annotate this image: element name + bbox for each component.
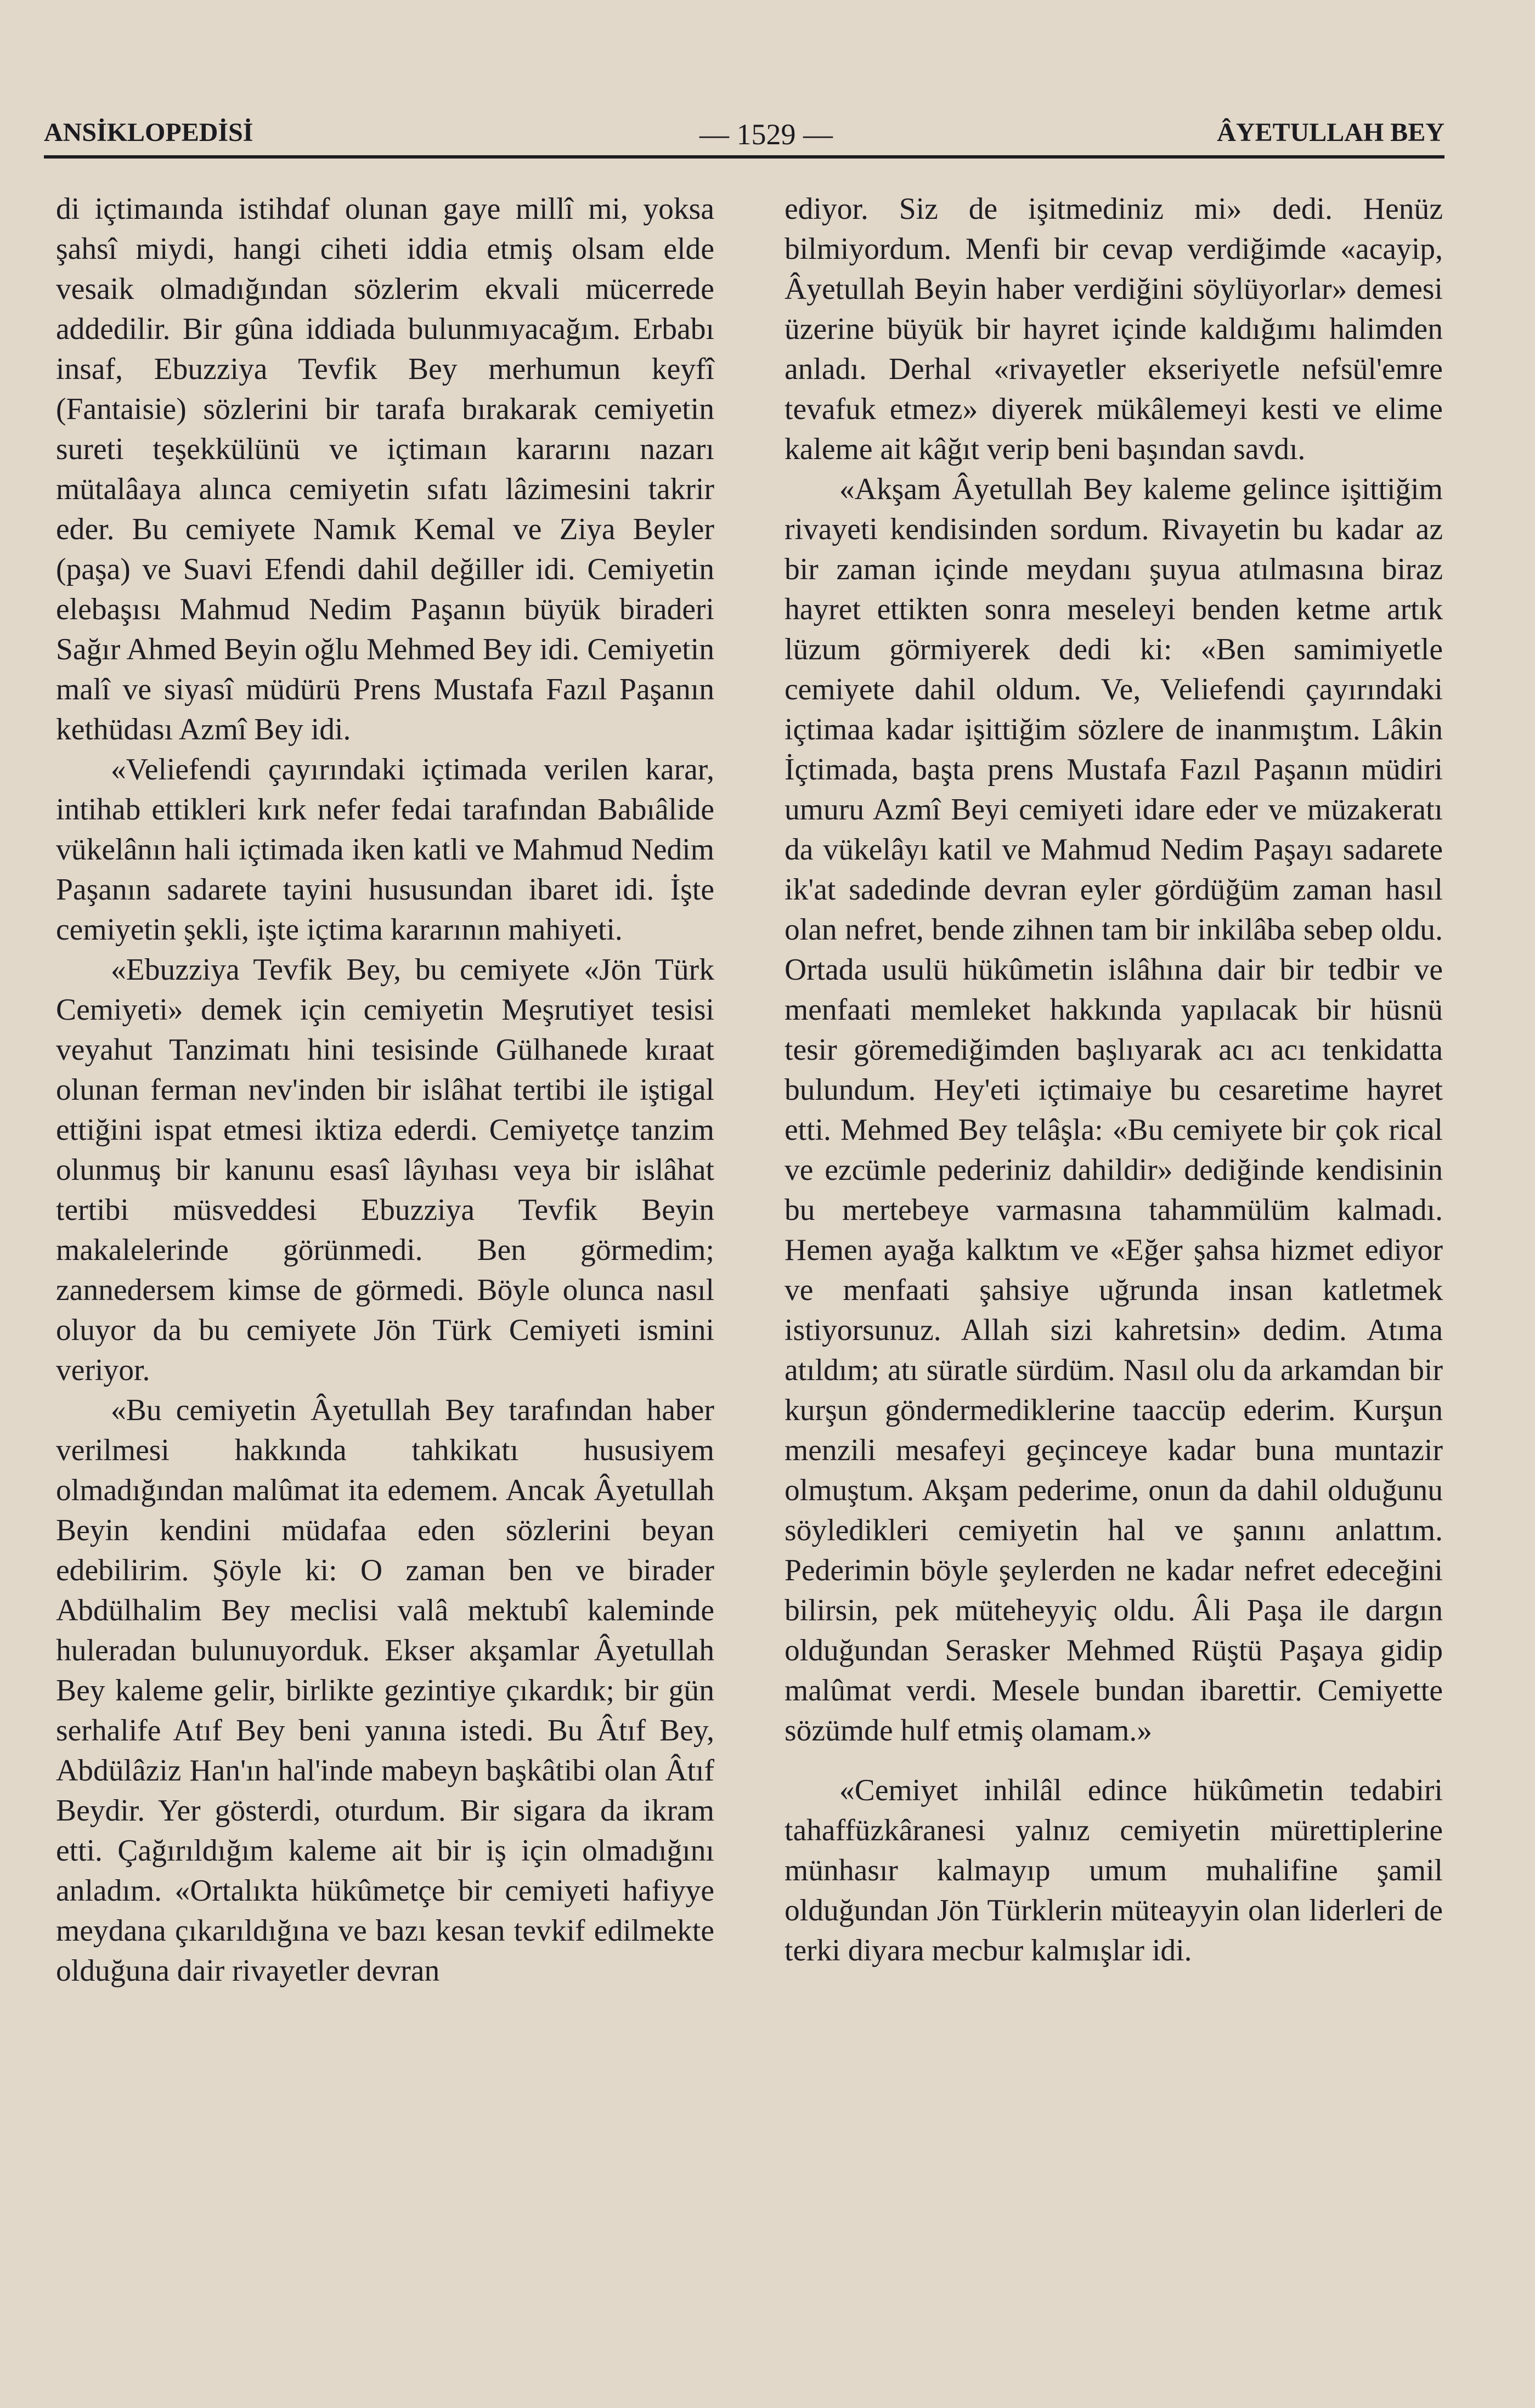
header-right-title: ÂYETULLAH BEY <box>1217 118 1444 147</box>
right-paragraph-1: ediyor. Siz de işitmediniz mi» dedi. Henüz bilmiyordum. Menfi bir cevap verdiğimde «acayip, Âyetullah Beyin haber verdiğini söylüyorlar» demesi üzerine büyük bir hayret içinde kaldığımı halimden anladı. Derhal «rivayetler ekseriyetle nefsül'emre tevafuk etmez» diyerek mükâlemeyi kesti ve elime kaleme ait kâğıt verip beni başından savdı. <box>785 192 1443 466</box>
header-left-title: ANSİKLOPEDİSİ <box>44 118 253 147</box>
left-column <box>56 189 714 1991</box>
right-paragraph-2: «Akşam Âyetullah Bey kaleme gelince işittiğim rivayeti kendisinden sordum. Rivayetin bu kadar az bir zaman içinde meydanı şuyua atılmasına biraz hayret ettikten sonra meseleyi benden ketme artık lüzum görmiyerek dedi ki: «Ben samimiyetle cemiyete dahil oldum. Ve, Veliefendi çayırındaki içtimaa kadar işittiğim sözlere de inanmıştım. Lâkin İçtimada, başta prens Mustafa Fazıl Paşanın müdiri umuru Azmî Beyi cemiyeti idare eder ve müzakeratı da vükelâyı katil ve Mahmud Nedim Paşayı sadarete ik'at sadedinde devran eyler gördüğüm zaman hasıl olan nefret, bende zihnen tam bir inkilâba sebep oldu. Ortada usulü hükûmetin islâhına dair bir tedbir ve menfaati memleket hakkında yapılacak bir hüsnü tesir göremediğimden başlıyarak acı acı tenkidatta bulundum. Hey'eti içtimaiye bu cesaretime hayret etti. Mehmed Bey telâşla: «Bu cemiyete bir çok rical ve ezcümle pederiniz dahildir» dediğinde kendisinin bu mertebeye varmasına tahammülüm kalmadı. Hemen ayağa kalktım ve «Eğer şahsa hizmet ediyor ve menfaati şahsiye uğrunda insan katletmek istiyorsunuz. Allah sizi kahretsin» dedim. Atıma atıldım; atı süratle sürdüm. Nasıl olu da arkamdan bir kurşun göndermediklerine taaccüp ederim. Kurşun menzili mesafeyi geçinceye kadar buna muntazir olmuştum. Akşam pederime, onun da dahil olduğunu söyledikleri cemiyetin hal ve şanını anlattım. Pederimin böyle şeylerden ne kadar nefret edeceğini bilirsin, pek müteheyyiç oldu. Âli Paşa ile dargın olduğundan Serasker Mehmed Rüştü Paşaya gidip malûmat verdi. Mesele bundan ibarettir. Cemiyette sözümde hulf etmiş olamam.» <box>785 472 1443 1748</box>
left-paragraph-2: «Veliefendi çayırındaki içtimada verilen karar, intihab ettikleri kırk nefer fedai tarafından Babıâlide vükelânın hali içtimada iken katli ve Mahmud Nedim Paşanın sadarete tayini hususundan ibaret idi. İşte cemiyetin şekli, işte içtima kararının mahiyeti. <box>56 753 714 947</box>
page-number: — 1529 — <box>699 118 833 151</box>
page-header <box>44 110 1444 154</box>
right-paragraph-3: «Cemiyet inhilâl edince hükûmetin tedabiri tahaffüzkâranesi yalnız cemiyetin mürettiplerine münhasır kalmayıp umum muhalifine şamil olduğundan Jön Türklerin müteayyin olan liderleri de terki diyara mecbur kalmışlar idi. <box>785 1773 1443 1968</box>
left-paragraph-1: di içtimaında istihdaf olunan gaye millî mi, yoksa şahsî miydi, hangi ciheti iddia etmiş olsam elde vesaik olmadığından sözlerim ekvali mücerrede addedilir. Bir gûna iddiada bulunmıyacağım. Erbabı insaf, Ebuzziya Tevfik Bey merhumun keyfî (Fantaisie) sözlerini bir tarafa bırakarak cemiyetin sureti teşekkülünü ve içtimaın kararını nazarı mütalâaya alınca cemiyetin sıfatı lâzimesini takrir eder. Bu cemiyete Namık Kemal ve Ziya Beyler (paşa) ve Suavi Efendi dahil değiller idi. Cemiyetin elebaşısı Mahmud Nedim Paşanın büyük biraderi Sağır Ahmed Beyin oğlu Mehmed Bey idi. Cemiyetin malî ve siyasî müdürü Prens Mustafa Fazıl Paşanın kethüdası Azmî Bey idi. <box>56 192 714 747</box>
right-column <box>785 189 1443 1971</box>
header-rule <box>44 155 1444 159</box>
left-paragraph-4: «Bu cemiyetin Âyetullah Bey tarafından haber verilmesi hakkında tahkikatı hususiyem olmadığından malûmat ita edemem. Ancak Âyetullah Beyin kendini müdafaa eden sözlerini beyan edebilirim. Şöyle ki: O zaman ben ve birader Abdülhalim Bey meclisi valâ mektubî kaleminde huleradan bulunuyorduk. Ekser akşamlar Âyetullah Bey kaleme gelir, birlikte gezintiye çıkardık; bir gün serhalife Atıf Bey beni yanına istedi. Bu Âtıf Bey, Abdülâziz Han'ın hal'inde mabeyn başkâtibi olan Âtıf Beydir. Yer gösterdi, oturdum. Bir sigara da ikram etti. Çağırıldığım kaleme ait bir iş için olmadığını anladım. «Ortalıkta hükûmetçe bir cemiyeti hafiyye meydana çıkarıldığına ve bazı kesan tevkif edilmekte olduğuna dair rivayetler devran <box>56 1393 714 1988</box>
left-paragraph-3: «Ebuzziya Tevfik Bey, bu cemiyete «Jön Türk Cemiyeti» demek için cemiyetin Meşrutiyet tesisi veyahut Tanzimatı hini tesisinde Gülhanede kıraat olunan ferman nev'inden bir islâhat tertibi ile iştigal ettiğini ispat etmesi iktiza ederdi. Cemiyetçe tanzim olunmuş bir kanunu esasî lâyıhası veya bir islâhat tertibi müsveddesi Ebuzziya Tevfik Beyin makalelerinde görünmedi. Ben görmedim; zannedersem kimse de görmedi. Böyle olunca nasıl oluyor da bu cemiyete Jön Türk Cemiyeti ismini veriyor. <box>56 953 714 1387</box>
